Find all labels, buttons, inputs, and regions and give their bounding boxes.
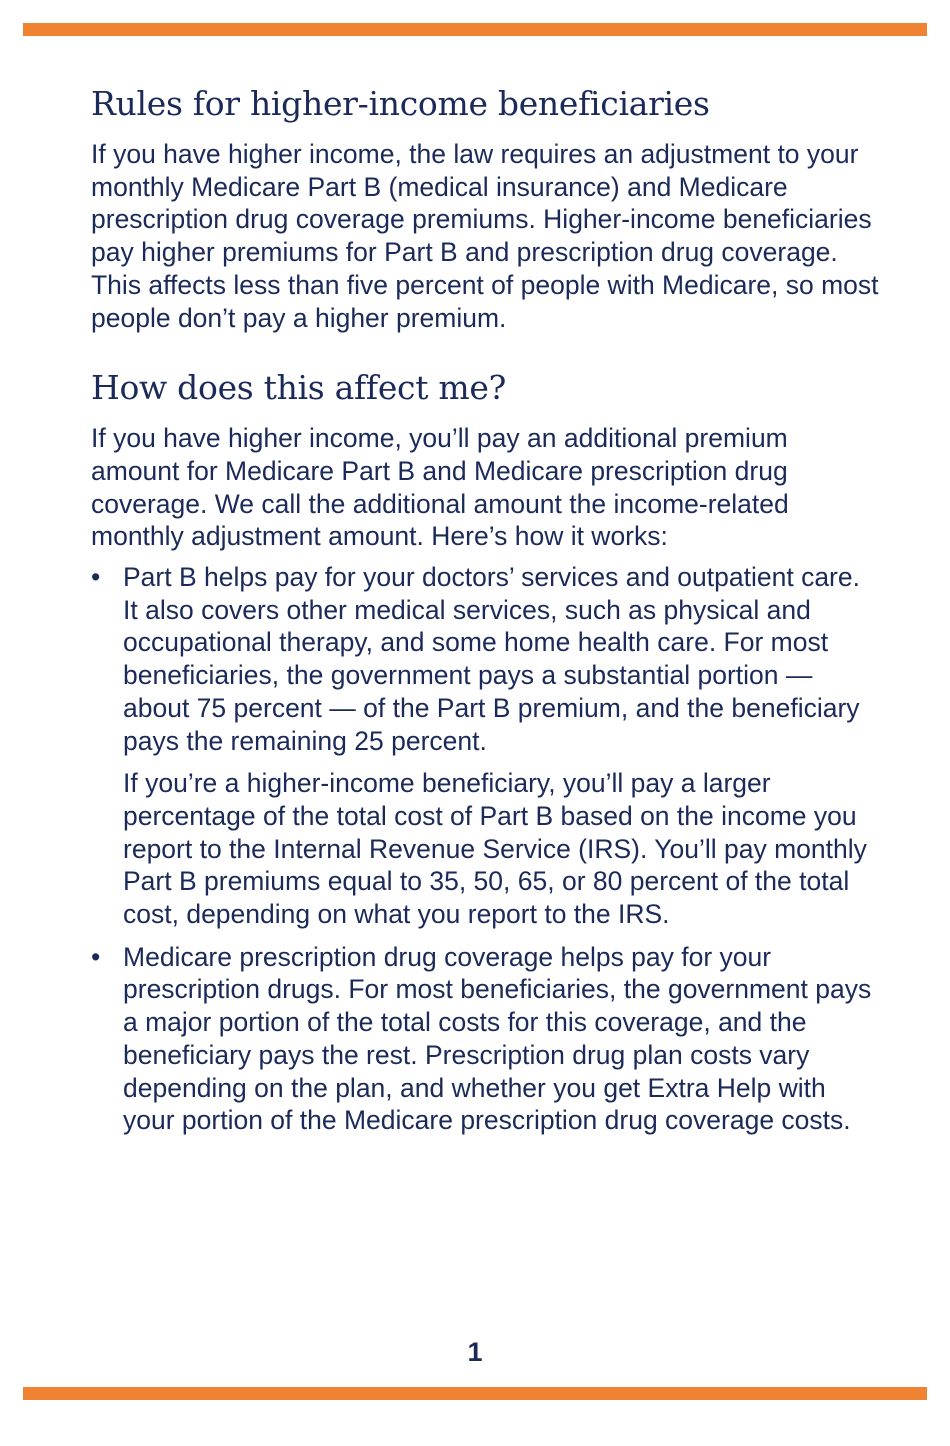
- page-content: [91, 84, 881, 1137]
- page-number: 1: [467, 1337, 483, 1367]
- top-accent-rule: [23, 23, 927, 36]
- list-item-part-b: [91, 561, 881, 931]
- drug-coverage-paragraph: Medicare prescription drug coverage helps pay for your prescription drugs. For most beneficiaries, the government pays a major portion of the total costs for this coverage, and the beneficiary pays the rest. Prescription drug plan costs vary depending on the plan, and whether you get Extra Help with your portion of the Medicare prescription drug coverage costs.: [123, 941, 872, 1136]
- section-intro-how-affects: If you have higher income, you’ll pay an additional premium amount for Medicare Part B and Medicare prescription drug coverage. We call the additional amount the income-related monthly adjustment amount. Here’s how it works:: [91, 423, 789, 552]
- section-body-rules: If you have higher income, the law requires an adjustment to your monthly Medicare Part B (medical insurance) and Medicare prescription drug coverage premiums. Higher-income beneficiaries pay higher premiums for Part B and prescription drug coverage. This affects less than five percent of people with Medicare, so most people don’t pay a higher premium.: [91, 139, 879, 333]
- part-b-paragraph: Part B helps pay for your doctors’ services and outpatient care. It also covers other medical services, such as physical and occupational therapy, and some home health care. For most beneficiaries, the government pays a substantial portion — about 75 percent — of the Part B premium, and the beneficiary pays the remaining 25 percent.: [123, 562, 860, 756]
- bullet-list: [91, 561, 881, 1137]
- bullet-icon: •: [91, 562, 101, 593]
- section-title-how-affects: How does this affect me?: [91, 368, 507, 408]
- list-item-drug-coverage: [91, 941, 881, 1137]
- bottom-accent-rule: [23, 1387, 927, 1400]
- bullet-icon: •: [91, 941, 101, 972]
- section-title-rules: Rules for higher-income beneficiaries: [91, 84, 710, 123]
- part-b-higher-income-paragraph: If you’re a higher-income beneficiary, you’ll pay a larger percentage of the total cost of Part B based on the income you report to the Internal Revenue Service (IRS). You’ll pay monthly Part B premiums equal to 35, 50, 65, or 80 percent of the total cost, depending on what you report to the IRS.: [123, 768, 867, 930]
